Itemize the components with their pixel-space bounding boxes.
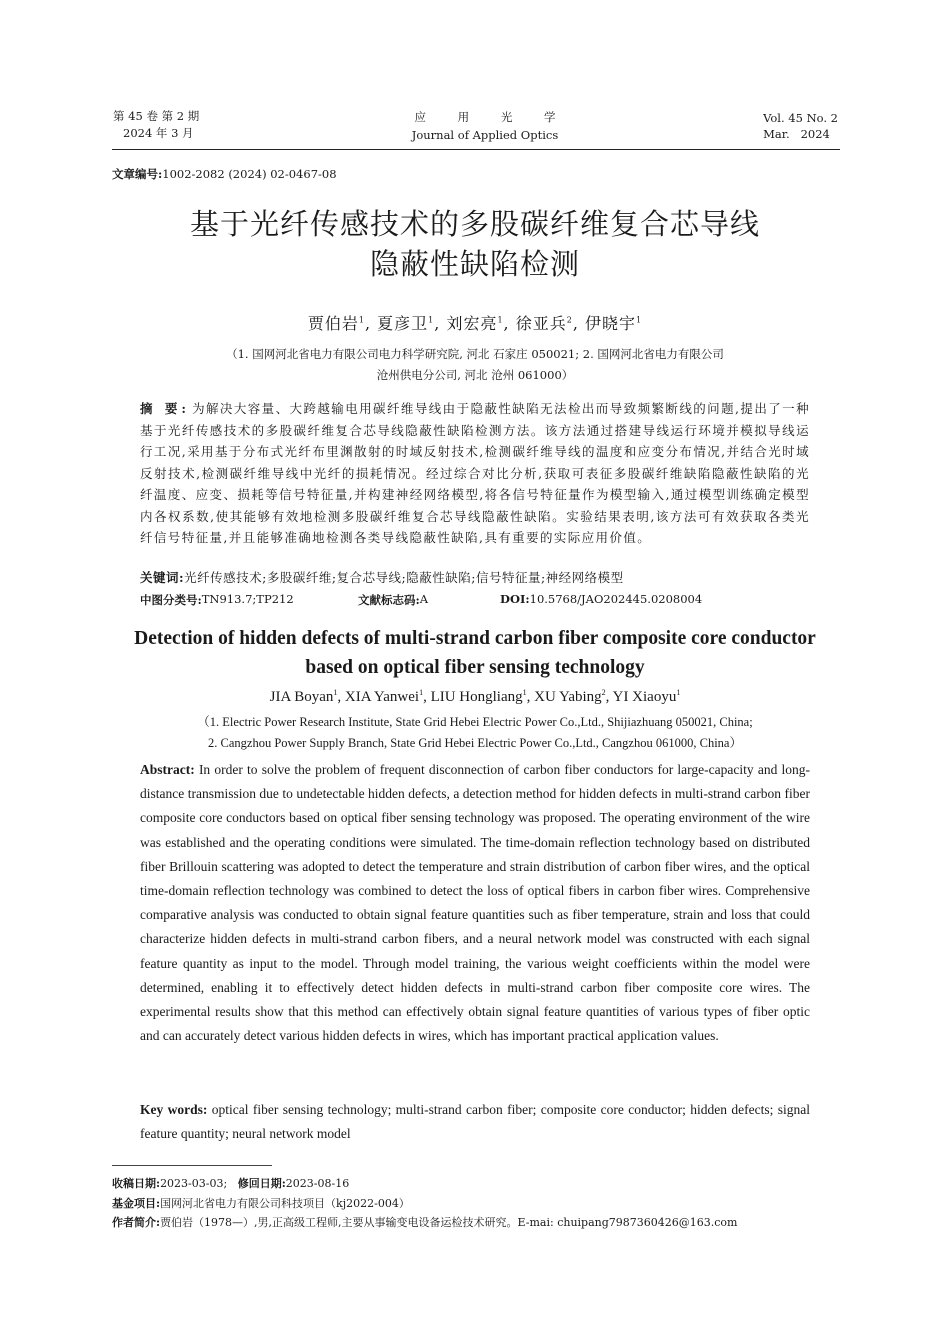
header-volume-en-text: Vol. 45 No. 2: [763, 111, 838, 125]
journal-name-cn: 应 用 光 学: [414, 110, 570, 124]
author-cn: 夏彦卫$^1$,: [377, 314, 441, 333]
abstract-en-text: In order to solve the problem of frequent disconnection of carbon fiber conductors for large-capacity and long-distance transmission due to undetectable hidden defects, a detection method for hidden defects in multi-strand carbon fiber composite core conductors based on optical fiber sensing technology was proposed. The operating environment of the wire was established and the operating conditions were simulated. The time-domain reflection technology based on distributed fiber Brillouin scattering was adopted to detect the temperature and strain distribution of carbon fiber wires, and the optical time-domain reflection technology was combined to detect the loss of optical fibers in carbon fiber wires. Comprehensive comparative analysis was conducted to obtain signal feature quantities such as fiber temperature, strain and loss that could characterize hidden defects in multi-strand carbon fibers, and a neural network model was constructed with each signal feature quantity as input to the model. Through model training, the various weight coefficients within the model were determined, enabling it to effectively detect hidden defects in multi-strand carbon fiber composite core wires. The experimental results show that this method can effectively obtain signal feature quantities of various types of fiber optic and can accurately detect various hidden defects in wires, which has important practical application values.: [140, 762, 811, 1044]
header-volume-en: [763, 110, 838, 142]
document-code: 文献标志码: A: [358, 592, 429, 607]
header-date-cn: 2024 年 3 月: [123, 126, 194, 140]
header-date-en: Mar. 2024: [763, 127, 830, 141]
author-cn: 贾伯岩$^1$,: [307, 314, 372, 333]
title-cn-line2: 隐蔽性缺陷检测: [369, 247, 580, 281]
authors-chinese: [0, 311, 950, 334]
abstract-english: [140, 758, 810, 1048]
title-english: [100, 624, 850, 682]
abstract-en-label: Abstract:: [140, 762, 195, 777]
author-en: JIA Boyan$^1$,: [269, 688, 345, 705]
affiliation-cn-line1: （1. 国网河北省电力有限公司电力科学研究院, 河北 石家庄 050021; 2. 国网河北省电力有限公司: [226, 347, 724, 361]
author-en: YI Xiaoyu$^1$: [612, 688, 681, 705]
header-divider: [112, 149, 840, 150]
article-number-value: 1002-2082 (2024) 02-0467-08: [162, 167, 337, 181]
keywords-chinese: [140, 568, 810, 586]
footnote-fund: 基金项目:国网河北省电力有限公司科技项目（kj2022-004）: [112, 1196, 410, 1210]
journal-name-en: Journal of Applied Optics: [411, 128, 559, 142]
footnotes: [112, 1174, 842, 1233]
author-en: XU Yabing$^2$,: [534, 688, 613, 705]
affiliation-en-line2: 2. Cangzhou Power Supply Branch, State Grid Hebei Electric Power Co.,Ltd., Cangzhou 061000, China）: [208, 736, 742, 750]
abstract-cn-text: 为解决大容量、大跨越输电用碳纤维导线由于隐蔽性缺陷无法检出而导致频繁断线的问题,提出了一种基于光纤传感技术的多股碳纤维复合芯导线隐蔽性缺陷检测方法。该方法通过搭建导线运行环境并模拟导线运行工况,采用基于分布式光纤布里渊散射的时域反射技术,检测碳纤维导线的温度和应变分布情况,并结合光时域反射技术,检测碳纤维导线中光纤的损耗情况。经过综合对比分析,获取可表征多股碳纤维缺陷隐蔽性缺陷的光纤温度、应变、损耗等信号特征量,并构建神经网络模型,将各信号特征量作为模型输入,通过模型训练确定模型内各权系数,使其能够有效地检测多股碳纤维复合芯导线隐蔽性缺陷。实验结果表明,该方法可有效获取各类光纤信号特征量,并且能够准确地检测各类导线隐蔽性缺陷,具有重要的实际应用价值。: [140, 401, 811, 545]
abstract-cn-label: 摘 要:: [140, 401, 191, 416]
article-number-label: 文章编号:: [112, 167, 163, 181]
author-cn: 刘宏亮$^1$,: [446, 314, 510, 333]
header-volume-info: [113, 108, 199, 142]
authors-english: [0, 689, 950, 706]
title-en-line2: based on optical fiber sensing technology: [305, 657, 645, 678]
footnote-divider: [112, 1165, 272, 1166]
keywords-cn-label: 关键词:: [140, 570, 185, 585]
abstract-chinese: [140, 398, 810, 549]
title-en-line1: Detection of hidden defects of multi-strand carbon fiber composite core conductor: [134, 628, 816, 649]
author-en: LIU Hongliang$^1$,: [430, 688, 535, 705]
title-cn-line1: 基于光纤传感技术的多股碳纤维复合芯导线: [189, 207, 760, 241]
affiliation-en-line1: （1. Electric Power Research Institute, State Grid Hebei Electric Power Co.,Ltd., Shijiazhuang 050021, China;: [197, 715, 753, 729]
author-en: XIA Yanwei$^1$,: [344, 688, 431, 705]
author-cn: 伊晓宇$^1$: [585, 314, 643, 333]
article-number: [112, 166, 337, 182]
keywords-cn-text: 光纤传感技术;多股碳纤维;复合芯导线;隐蔽性缺陷;信号特征量;神经网络模型: [184, 570, 624, 585]
affiliations-chinese: [160, 344, 790, 386]
footnote-dates: 收稿日期:2023-03-03; 修回日期:2023-08-16: [112, 1177, 350, 1190]
title-chinese: [0, 204, 950, 284]
keywords-english: [140, 1098, 810, 1146]
keywords-en-label: Key words:: [140, 1102, 208, 1117]
keywords-en-text: optical fiber sensing technology; multi-strand carbon fiber; composite core conductor; hidden defects; signal feature quantity; neural network model: [140, 1102, 811, 1142]
header-volume-cn: 第 45 卷 第 2 期: [113, 109, 200, 123]
author-cn: 徐亚兵$^2$,: [515, 314, 579, 333]
footnote-author-bio: 作者简介:贾伯岩（1978—）,男,正高级工程师,主要从事输变电设备运检技术研究。E-mai: chuipang7987360426@163.com: [112, 1216, 738, 1229]
header-journal: [375, 108, 595, 144]
affiliations-english: [120, 712, 830, 754]
clc-number: 中图分类号: TN913.7;TP212: [140, 592, 294, 607]
doi: DOI: 10.5768/JAO202445.0208004: [500, 592, 703, 606]
affiliation-cn-line2: 沧州供电分公司, 河北 沧州 061000）: [376, 368, 574, 382]
